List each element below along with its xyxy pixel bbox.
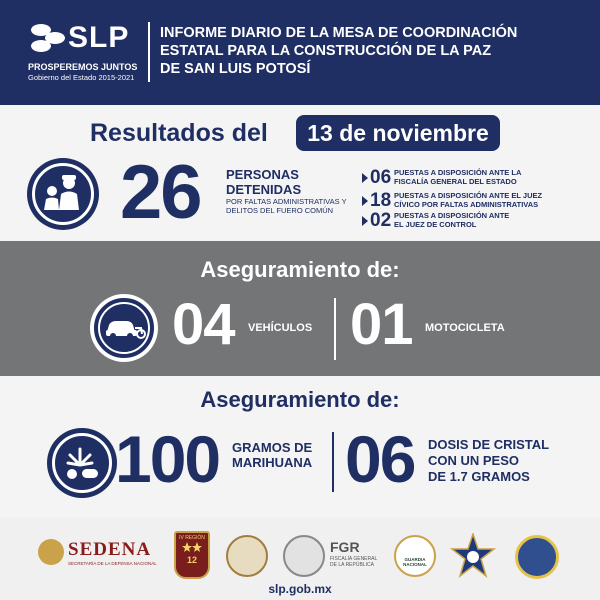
- sedena-logo: SEDENA: [68, 539, 152, 560]
- breakdown-item: [362, 210, 592, 234]
- fgr-subtitle: FISCALÍA GENERAL DE LA REPÚBLICA: [330, 556, 378, 568]
- police-star-icon: [450, 533, 496, 579]
- logo-subtitle: Gobierno del Estado 2015-2021: [28, 73, 135, 82]
- mexico-coat-of-arms-icon: [283, 535, 325, 577]
- crystal-label: DOSIS DE CRISTAL CON UN PESO DE 1.7 GRAMOS: [428, 437, 550, 484]
- drugs-title: Aseguramiento de:: [200, 387, 400, 412]
- breakdown-text: PUESTAS A DISPOSICIÓN ANTE EL JUEZ CÍVICO POR FALTAS ADMINISTRATIVAS: [394, 191, 543, 209]
- crystal-count: 06: [345, 422, 415, 496]
- breakdown-number: 02: [370, 210, 392, 231]
- logo-tagline: PROSPEREMOS JUNTOS: [28, 62, 138, 72]
- army-seal-icon: [226, 535, 268, 577]
- vehicles-title: Aseguramiento de:: [200, 257, 400, 282]
- breakdown-number: 06: [370, 167, 392, 188]
- motorcycle-label: MOTOCICLETA: [425, 322, 505, 334]
- detained-total: 26: [120, 150, 201, 235]
- logo-text: SLP: [68, 21, 130, 54]
- breakdown-item: [362, 167, 592, 191]
- report-title-line: DE SAN LUIS POTOSÍ: [160, 61, 311, 77]
- drugs-divider: [332, 432, 334, 492]
- leaf-pill-icon: [62, 443, 102, 483]
- vehicle-motorcycle-icon: [90, 294, 158, 362]
- arrow-right-icon: [362, 173, 368, 183]
- sedena-emblem-icon: [38, 539, 64, 565]
- stars-icon: [182, 542, 202, 554]
- slp-logo: [28, 18, 138, 88]
- vehicles-divider: [334, 298, 336, 360]
- slp-logo-mark-icon: [28, 18, 68, 58]
- breakdown-text: PUESTAS A DISPOSICIÓN ANTE LA FISCALÍA GENERAL DEL ESTADO: [394, 168, 522, 186]
- military-region-badge: IV REGIÓN 12: [174, 531, 210, 579]
- detained-label: PERSONAS DETENIDAS: [226, 167, 302, 197]
- car-icon: [104, 316, 146, 340]
- report-title-line: ESTATAL PARA LA CONSTRUCCIÓN DE LA PAZ: [160, 43, 492, 59]
- report-title: [160, 24, 590, 78]
- report-title-line: INFORME DIARIO DE LA MESA DE COORDINACIÓN: [160, 25, 518, 41]
- date-badge: 13 de noviembre: [296, 115, 500, 151]
- sedena-subtitle: SECRETARÍA DE LA DEFENSA NACIONAL: [68, 561, 157, 566]
- vehicles-label: VEHÍCULOS: [248, 322, 313, 334]
- arrow-right-icon: [362, 196, 368, 206]
- breakdown-text: PUESTAS A DISPOSICIÓN ANTE EL JUEZ DE CONTROL: [394, 211, 510, 229]
- guardia-nacional-logo: GUARDIA NACIONAL: [394, 535, 436, 577]
- results-title: Resultados del: [90, 119, 268, 147]
- header-banner: [0, 0, 600, 105]
- marijuana-label: GRAMOS DE MARIHUANA: [232, 440, 313, 470]
- marijuana-count: 100: [115, 422, 220, 496]
- breakdown-number: 18: [370, 190, 392, 211]
- detained-sublabel: POR FALTAS ADMINISTRATIVAS Y DELITOS DEL FUERO COMÚN: [226, 197, 347, 215]
- justice-seal-icon: [515, 535, 559, 579]
- fgr-logo: FGR: [330, 539, 360, 555]
- motorcycle-count: 01: [350, 292, 413, 357]
- header-divider: [148, 22, 150, 82]
- detained-persons-icon: [27, 158, 99, 230]
- website-url[interactable]: slp.gob.mx: [268, 582, 332, 596]
- arrow-right-icon: [362, 216, 368, 226]
- officer-detainee-icon: [41, 174, 85, 214]
- drugs-icon: [47, 428, 117, 498]
- vehicles-count: 04: [172, 292, 235, 357]
